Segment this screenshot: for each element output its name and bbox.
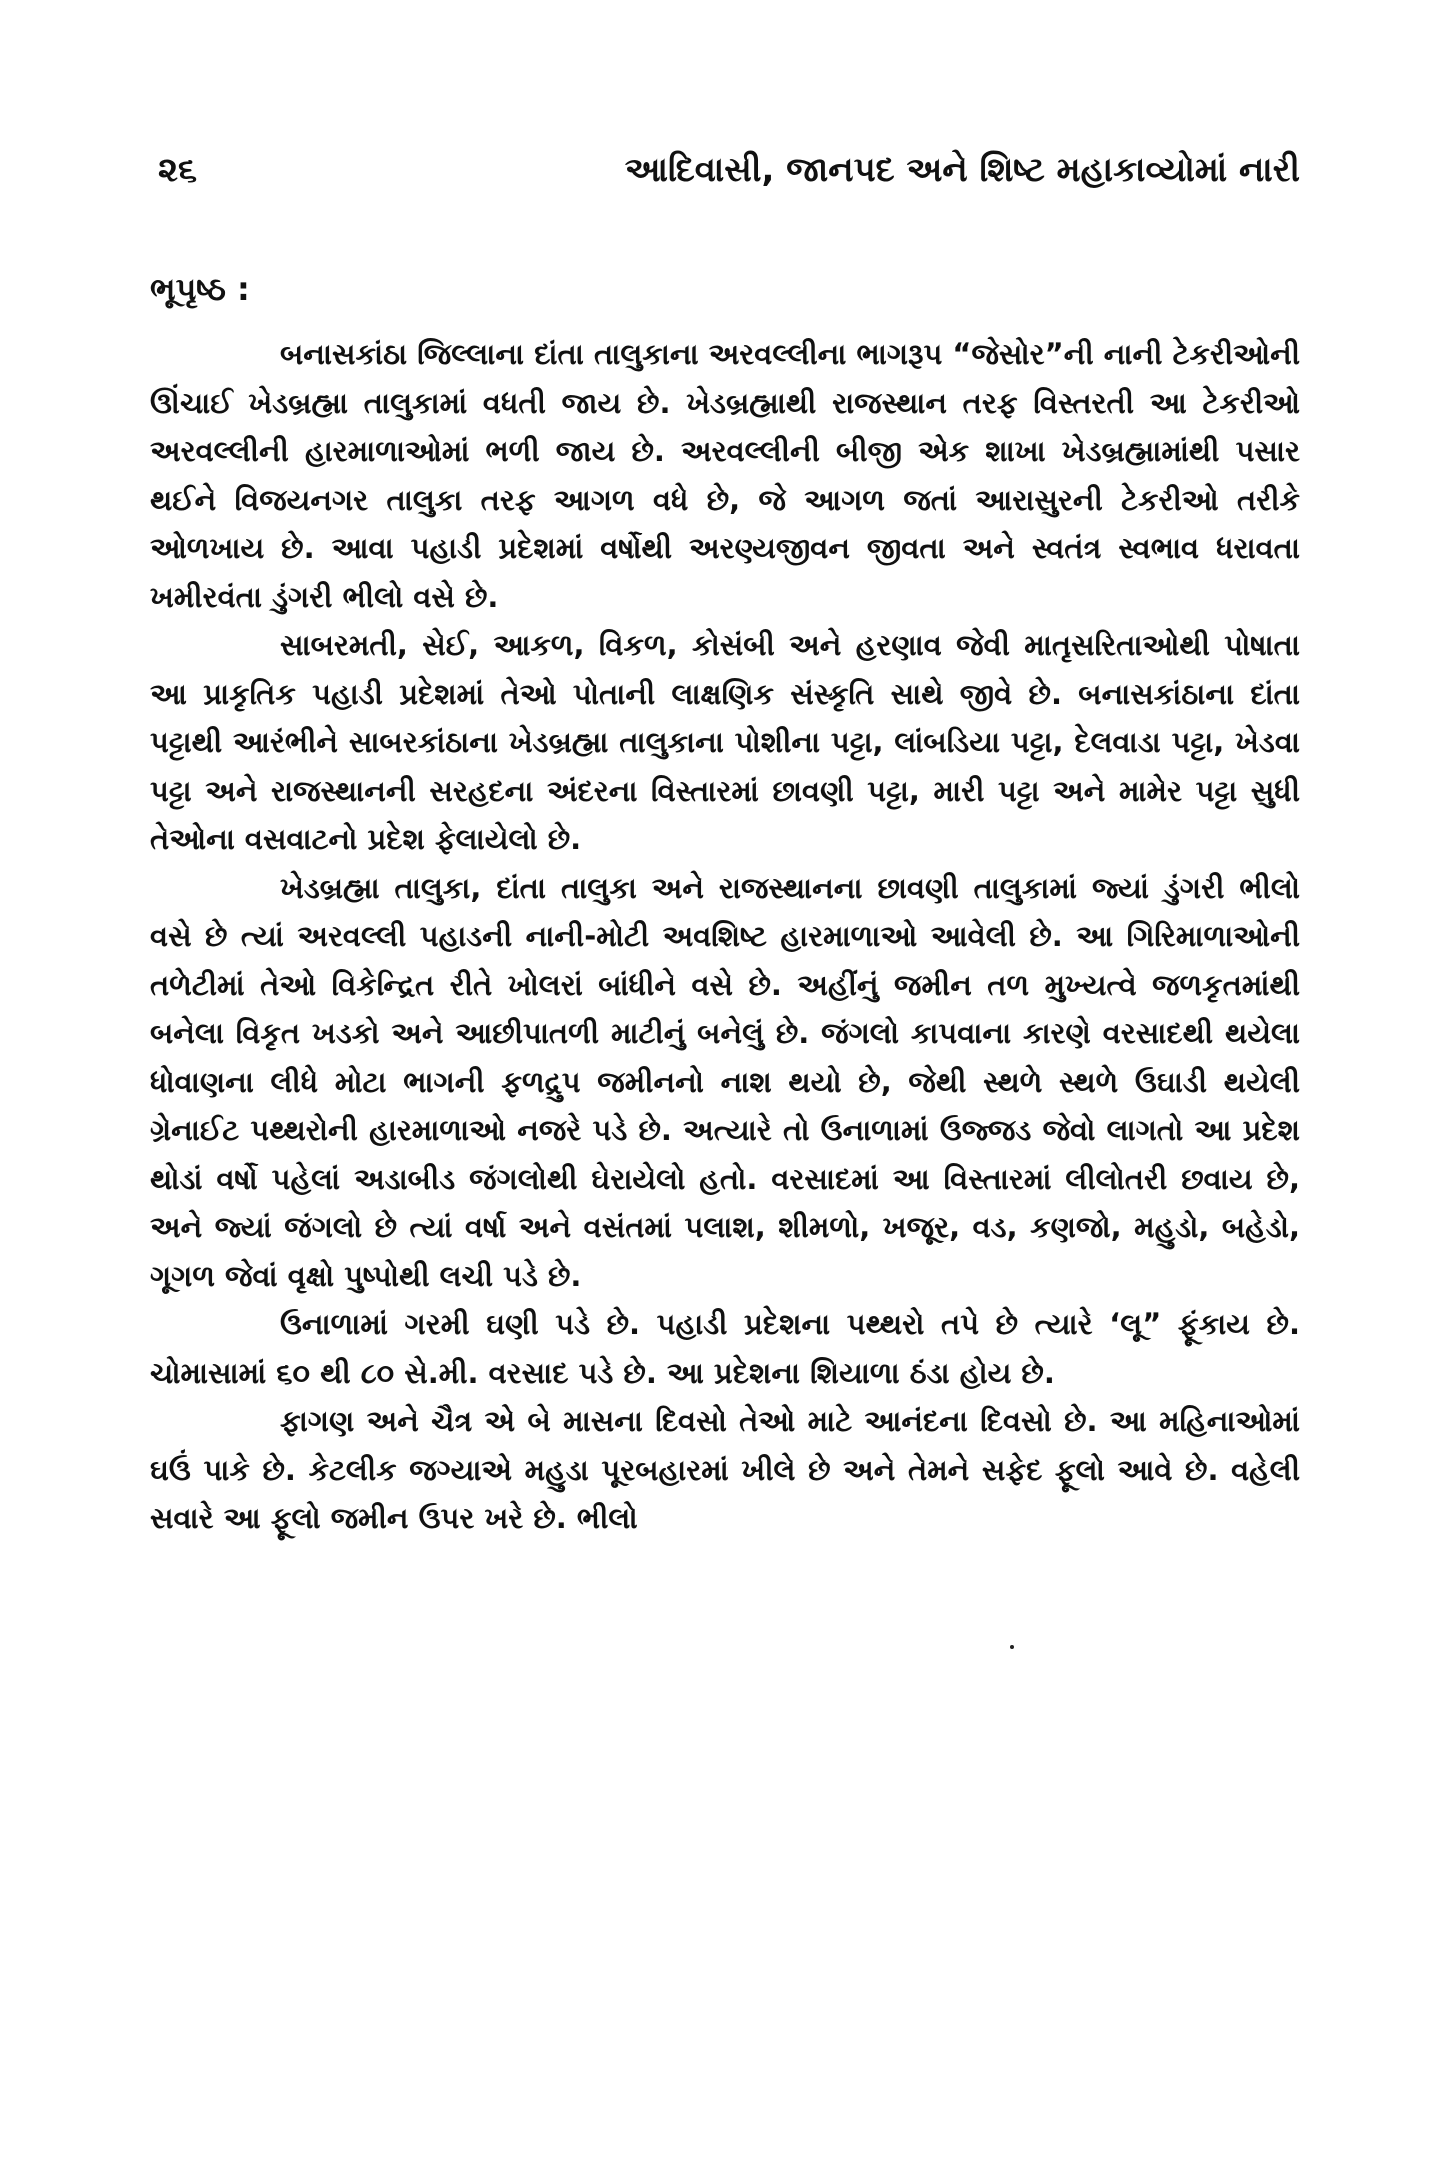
paragraph: સાબરમતી, સેઈ, આકળ, વિકળ, કોસંબી અને હરણાવ જેવી માતૃસરિતાઓથી પોષાતા આ પ્રાકૃતિક પહાડી પ્રદેશમાં તેઓ પોતાની લાક્ષણિક સંસ્કૃતિ સાથે જીવે છે. બનાસકાંઠાના દાંતા પટ્ટાથી આરંભીને સાબરકાંઠાના ખેડબ્રહ્મા તાલુકાના પોશીના પટ્ટા, લાંબડિયા પટ્ટા, દેલવાડા પટ્ટા, ખેડવા પટ્ટા અને રાજસ્થાનની સરહદના અંદરના વિસ્તારમાં છાવણી પટ્ટા, મારી પટ્ટા અને મામેર પટ્ટા સુધી તેઓના વસવાટનો પ્રદેશ ફેલાયેલો છે. [150, 628, 1301, 856]
paragraph: ઉનાળામાં ગરમી ઘણી પડે છે. પહાડી પ્રદેશના પથ્થરો તપે છે ત્યારે ‘લૂ” ફૂંકાય છે. ચોમાસામાં ૬૦ થી ૮૦ સે.મી. વરસાદ પડે છે. આ પ્રદેશના શિયાળા ઠંડા હોય છે. [150, 1307, 1300, 1390]
paragraph: ફાગણ અને ચૈત્ર એ બે માસના દિવસો તેઓ માટે આનંદના દિવસો છે. આ મહિનાઓમાં ઘઉં પાકે છે. કેટલીક જગ્યાએ મહુડા પૂરબહારમાં ખીલે છે અને તેમને સફેદ ફૂલો આવે છે. વહેલી સવારે આ ફૂલો જમીન ઉપર ખરે છે. ભીલો [150, 1404, 1300, 1535]
print-speck [1010, 1645, 1014, 1649]
body-text [150, 330, 1300, 1543]
book-page [150, 150, 1300, 2110]
paragraph: ખેડબ્રહ્મા તાલુકા, દાંતા તાલુકા અને રાજસ્થાનના છાવણી તાલુકામાં જ્યાં ડુંગરી ભીલો વસે છે ત્યાં અરવલ્લી પહાડની નાની-મોટી અવશિષ્ટ હારમાળાઓ આવેલી છે. આ ગિરિમાળાઓની તળેટીમાં તેઓ વિકેન્દ્રિત રીતે ખોલરાં બાંધીને વસે છે. અહીંનું જમીન તળ મુખ્યત્વે જળકૃતમાંથી બનેલા વિકૃત ખડકો અને આછીપાતળી માટીનું બનેલું છે. જંગલો કાપવાના કારણે વરસાદથી થયેલા ધોવાણના લીધે મોટા ભાગની ફળદ્રુપ જમીનનો નાશ થયો છે, જેથી સ્થળે સ્થળે ઉઘાડી થયેલી ગ્રેનાઈટ પથ્થરોની હારમાળાઓ નજરે પડે છે. અત્યારે તો ઉનાળામાં ઉજ્જડ જેવો લાગતો આ પ્રદેશ થોડાં વર્ષો પહેલાં અડાબીડ જંગલોથી ઘેરાયેલો હતો. વરસાદમાં આ વિસ્તારમાં લીલોતરી છવાય છે, અને જ્યાં જંગલો છે ત્યાં વર્ષા અને વસંતમાં પલાશ, શીમળો, ખજૂર, વડ, કણજો, મહુડો, બહેડો, ગૂગળ જેવાં વૃક્ષો પુષ્પોથી લચી પડે છે. [150, 870, 1300, 1293]
paragraph: બનાસકાંઠા જિલ્લાના દાંતા તાલુકાના અરવલ્લીના ભાગરૂપ “જેસોર”ની નાની ટેકરીઓની ઊંચાઈ ખેડબ્રહ્મા તાલુકામાં વધતી જાય છે. ખેડબ્રહ્માથી રાજસ્થાન તરફ વિસ્તરતી આ ટેકરીઓ અરવલ્લીની હારમાળાઓમાં ભળી જાય છે. અરવલ્લીની બીજી એક શાખા ખેડબ્રહ્મામાંથી પસાર થઈને વિજયનગર તાલુકા તરફ આગળ વધે છે, જે આગળ જતાં આરાસુરની ટેકરીઓ તરીકે ઓળખાય છે. આવા પહાડી પ્રદેશમાં વર્ષોથી અરણ્યજીવન જીવતા અને સ્વતંત્ર સ્વભાવ ધરાવતા ખમીરવંતા ડુંગરી ભીલો વસે છે. [150, 337, 1300, 614]
running-head: આદિવાસી, જાનપદ અને શિષ્ટ મહાકાવ્યોમાં નારી [624, 150, 1300, 190]
section-heading: ભૂપૃષ્ઠ : [150, 270, 250, 308]
page-header [150, 150, 1300, 210]
page-number: ૨૬ [158, 150, 197, 190]
